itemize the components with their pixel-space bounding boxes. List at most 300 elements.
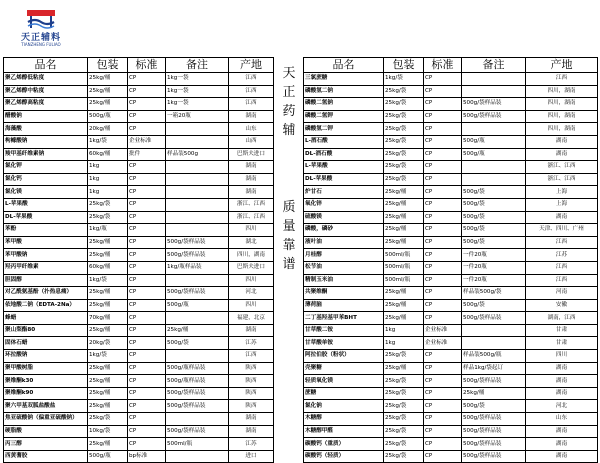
cell-name: 固体石蜡: [4, 337, 88, 350]
cell-pack: 25kg/桶: [384, 312, 424, 325]
table-row: [304, 387, 598, 400]
logo-brand-english: TIANZHENG FULIAO: [21, 42, 61, 47]
cell-pack: 25kg/桶: [384, 211, 424, 224]
header-std: 标准: [128, 58, 166, 73]
cell-origin: 上海: [526, 186, 598, 199]
cell-pack: 25kg/袋: [384, 387, 424, 400]
cell-note: [166, 413, 229, 426]
slogan-char: 正: [282, 85, 296, 100]
cell-origin: 江西: [526, 73, 598, 86]
cell-origin: 河南: [526, 287, 598, 300]
cell-name: 聚六甲基双胍盐酸盐: [4, 400, 88, 413]
table-row: [304, 261, 598, 274]
cell-std: CP: [128, 324, 166, 337]
cell-note: 500g/袋样品装: [462, 413, 526, 426]
table-row: [4, 85, 274, 98]
cell-pack: 1kg/袋: [88, 274, 128, 287]
table-row: [304, 287, 598, 300]
cell-pack: 25kg/桶: [384, 198, 424, 211]
cell-name: L-苹果酸: [304, 161, 384, 174]
cell-origin: 上海: [526, 198, 598, 211]
cell-pack: 500ml/瓶: [384, 249, 424, 262]
cell-origin: 陕西: [229, 400, 274, 413]
cell-origin: 江西: [229, 73, 274, 86]
cell-origin: 江苏: [526, 249, 598, 262]
cell-origin: 陕西: [229, 362, 274, 375]
cell-note: 500g/袋: [462, 198, 526, 211]
cell-origin: 四川，湖南: [526, 98, 598, 111]
cell-std: CP: [128, 387, 166, 400]
cell-pack: 25kg/桶: [88, 362, 128, 375]
cell-note: [462, 123, 526, 136]
cell-std: CP: [424, 362, 462, 375]
cell-name: 硫酸镁: [304, 211, 384, 224]
cell-note: 500g/袋样品装: [462, 425, 526, 438]
cell-origin: 湖南: [526, 211, 598, 224]
cell-std: CP: [424, 73, 462, 86]
cell-pack: 60kg/桶: [88, 261, 128, 274]
cell-note: [166, 224, 229, 237]
cell-pack: 25kg/桶: [384, 287, 424, 300]
logo-brand-text: 天正辅料: [20, 33, 61, 43]
cell-name: 枸橼酸钠: [4, 135, 88, 148]
cell-name: 氯化钠: [304, 400, 384, 413]
cell-note: 样品装500g/瓶: [462, 350, 526, 363]
cell-origin: 陕西: [229, 375, 274, 388]
table-row: [4, 148, 274, 161]
table-row: [4, 413, 274, 426]
cell-name: 羟丙甲纤维素: [4, 261, 88, 274]
cell-name: 磷酸氢二钠: [304, 85, 384, 98]
cell-name: 硬脂酸: [4, 425, 88, 438]
cell-name: 苯甲酸钠: [4, 249, 88, 262]
cell-std: CP: [424, 261, 462, 274]
cell-origin: 湖南: [229, 173, 274, 186]
cell-origin: 安徽: [526, 299, 598, 312]
company-logo: [3, 8, 79, 52]
cell-name: 西黄蓍胶: [4, 450, 88, 463]
cell-std: CP: [424, 249, 462, 262]
cell-note: [166, 274, 229, 287]
cell-std: CP: [424, 173, 462, 186]
table-row: [4, 224, 274, 237]
cell-origin: 江苏: [229, 337, 274, 350]
table-row: [4, 274, 274, 287]
cell-note: 500g/袋样品装: [462, 450, 526, 463]
cell-origin: 湖南: [526, 438, 598, 451]
cell-std: CP: [128, 73, 166, 86]
cell-std: bp标准: [128, 450, 166, 463]
table-row: [304, 425, 598, 438]
cell-origin: 浙江、江西: [229, 211, 274, 224]
cell-pack: 25kg/袋: [88, 198, 128, 211]
cell-std: CP: [128, 413, 166, 426]
cell-origin: 浙江、江西: [229, 198, 274, 211]
cell-name: 苯甲酸: [4, 236, 88, 249]
cell-name: 聚维酮k90: [4, 387, 88, 400]
cell-std: CP: [424, 98, 462, 111]
cell-origin: 江西: [229, 85, 274, 98]
cell-pack: 25kg/袋: [384, 375, 424, 388]
cell-note: 样品装500g/袋: [462, 287, 526, 300]
cell-std: CP: [128, 312, 166, 325]
cell-note: 500g/瓶: [462, 148, 526, 161]
cell-pack: 10kg/袋: [88, 425, 128, 438]
cell-origin: 湖南: [229, 161, 274, 174]
cell-name: 丙三醇: [4, 438, 88, 451]
cell-pack: 1kg/袋: [384, 73, 424, 86]
cell-origin: 江西: [229, 98, 274, 111]
cell-name: 炉甘石: [304, 186, 384, 199]
cell-std: CP: [128, 249, 166, 262]
left-table-header-row: [4, 58, 274, 73]
cell-name: 三氯蔗糖: [304, 73, 384, 86]
cell-pack: 25kg/桶: [88, 85, 128, 98]
table-row: [304, 186, 598, 199]
cell-note: 500g/瓶: [166, 299, 229, 312]
cell-pack: 1kg: [384, 337, 424, 350]
cell-note: [462, 324, 526, 337]
table-row: [304, 438, 598, 451]
cell-pack: 500g/瓶: [88, 110, 128, 123]
cell-pack: 25kg/袋: [384, 173, 424, 186]
header-name: 品名: [304, 58, 384, 73]
cell-name: L-苹果酸: [4, 198, 88, 211]
cell-note: [166, 350, 229, 363]
cell-pack: 25kg/桶: [88, 438, 128, 451]
table-row: [304, 211, 598, 224]
cell-std: CP: [128, 299, 166, 312]
table-row: [304, 324, 598, 337]
cell-pack: 25kg/袋: [384, 438, 424, 451]
cell-note: 500g/袋: [462, 236, 526, 249]
cell-origin: 湖北: [229, 236, 274, 249]
cell-pack: 25kg/桶: [88, 387, 128, 400]
cell-origin: 湖南: [229, 110, 274, 123]
cell-std: CP: [128, 261, 166, 274]
cell-std: CP: [128, 287, 166, 300]
cell-origin: 湖南: [526, 425, 598, 438]
table-row: [304, 135, 598, 148]
header-note: 备注: [166, 58, 229, 73]
table-row: [4, 135, 274, 148]
cell-name: 磷酸，磷砂: [304, 224, 384, 237]
table-row: [4, 337, 274, 350]
cell-pack: 25kg/桶: [88, 236, 128, 249]
table-row: [304, 123, 598, 136]
cell-pack: 25kg/袋: [384, 85, 424, 98]
cell-origin: 四川，湖南: [526, 123, 598, 136]
cell-origin: 河北: [526, 400, 598, 413]
cell-note: 1kg一袋: [166, 73, 229, 86]
cell-pack: 25kg/袋: [384, 425, 424, 438]
table-row: [304, 400, 598, 413]
cell-pack: 500ml/瓶: [384, 261, 424, 274]
cell-std: CP: [128, 350, 166, 363]
right-table-header-row: [304, 58, 598, 73]
cell-origin: 四川: [526, 350, 598, 363]
cell-std: CP: [128, 161, 166, 174]
header-name: 品名: [4, 58, 88, 73]
table-row: [304, 249, 598, 262]
table-row: [304, 173, 598, 186]
cell-std: CP: [424, 198, 462, 211]
cell-pack: 25kg/袋: [88, 211, 128, 224]
cell-std: CP: [128, 274, 166, 287]
table-row: [4, 387, 274, 400]
cell-pack: 20kg/桶: [88, 123, 128, 136]
cell-origin: 山东: [229, 123, 274, 136]
cell-name: DL-酒石酸: [304, 148, 384, 161]
cell-std: CP: [128, 85, 166, 98]
cell-pack: 20kg/袋: [88, 337, 128, 350]
cell-name: 聚乙烯醇低粘度: [4, 73, 88, 86]
cell-std: CP: [128, 123, 166, 136]
cell-note: 500g/袋样品装: [462, 375, 526, 388]
cell-note: 500g/袋样品装: [462, 110, 526, 123]
cell-name: 依地酸二钠（EDTA-2Na）: [4, 299, 88, 312]
cell-origin: 四川，湖南: [526, 110, 598, 123]
cell-std: CP: [128, 98, 166, 111]
cell-std: 批件: [128, 148, 166, 161]
cell-origin: 巴斯夫进口: [229, 261, 274, 274]
cell-note: 500g/袋样品装: [462, 98, 526, 111]
cell-name: 碳酸钙（重质）: [304, 438, 384, 451]
cell-note: [462, 173, 526, 186]
cell-note: [462, 85, 526, 98]
table-row: [304, 236, 598, 249]
cell-pack: 25kg/袋: [384, 350, 424, 363]
cell-origin: 江西: [229, 350, 274, 363]
cell-name: 液叶油: [304, 236, 384, 249]
cell-note: 一件20瓶: [462, 274, 526, 287]
table-row: [304, 312, 598, 325]
cell-note: 一件20瓶: [462, 249, 526, 262]
slogan-char: 靠: [282, 238, 296, 253]
cell-std: CP: [424, 350, 462, 363]
table-row: [304, 375, 598, 388]
cell-origin: 陕西: [229, 387, 274, 400]
cell-pack: 500ml/瓶: [384, 274, 424, 287]
cell-std: CP: [424, 211, 462, 224]
cell-note: [166, 312, 229, 325]
cell-std: CP: [424, 400, 462, 413]
cell-std: CP: [128, 173, 166, 186]
header-origin: 产地: [526, 58, 598, 73]
cell-origin: 四川，湖南: [526, 85, 598, 98]
table-row: [4, 362, 274, 375]
table-row: [304, 299, 598, 312]
slogan-char: 质: [282, 200, 296, 215]
cell-name: 轻质氧化镁: [304, 375, 384, 388]
cell-note: 一件20瓶: [462, 261, 526, 274]
cell-origin: 江西: [526, 274, 598, 287]
cell-std: 企业标准: [424, 337, 462, 350]
table-row: [304, 85, 598, 98]
cell-pack: 1kg/瓶: [88, 224, 128, 237]
cell-std: CP: [128, 400, 166, 413]
cell-name: 二丁基羟基甲苯BHT: [304, 312, 384, 325]
cell-pack: 25kg/袋: [384, 413, 424, 426]
cell-note: 样品1kg/袋起订: [462, 362, 526, 375]
cell-std: CP: [424, 274, 462, 287]
cell-std: CP: [424, 413, 462, 426]
cell-origin: 巴斯夫进口: [229, 148, 274, 161]
cell-name: 磷酸氢二钾: [304, 123, 384, 136]
table-row: [304, 337, 598, 350]
table-row: [304, 161, 598, 174]
cell-name: 壳聚糖: [304, 362, 384, 375]
table-row: [4, 161, 274, 174]
cell-origin: 天津、四川、广州: [526, 224, 598, 237]
cell-name: 聚甲酸树脂: [4, 362, 88, 375]
cell-name: 羧甲基纤维素钠: [4, 148, 88, 161]
cell-name: 碳酸钙（轻质）: [304, 450, 384, 463]
cell-note: [166, 186, 229, 199]
header-pack: 包装: [88, 58, 128, 73]
cell-pack: 25kg/桶: [384, 186, 424, 199]
table-row: [304, 413, 598, 426]
cell-std: CP: [128, 337, 166, 350]
cell-pack: 25kg/桶: [384, 362, 424, 375]
cell-origin: 进口: [229, 450, 274, 463]
table-row: [4, 287, 274, 300]
cell-pack: 25kg/袋: [384, 148, 424, 161]
cell-note: 500g/瓶: [462, 135, 526, 148]
cell-name: 月桂醇: [304, 249, 384, 262]
table-row: [4, 110, 274, 123]
cell-note: 500g/袋: [462, 224, 526, 237]
table-row: [4, 425, 274, 438]
table-row: [304, 350, 598, 363]
cell-note: 500g/袋: [462, 400, 526, 413]
cell-note: 500g/瓶样品装: [166, 362, 229, 375]
cell-pack: 500g/瓶: [88, 450, 128, 463]
cell-pack: 25kg/桶: [384, 224, 424, 237]
cell-std: CP: [424, 85, 462, 98]
cell-name: 甘草酸二铵: [304, 324, 384, 337]
cell-note: 500g/袋样品装: [166, 387, 229, 400]
cell-origin: 湖南: [526, 387, 598, 400]
cell-name: 氯化钾: [4, 161, 88, 174]
cell-pack: 25kg/袋: [384, 450, 424, 463]
cell-origin: 湖南: [229, 186, 274, 199]
cell-note: 一箱20瓶: [166, 110, 229, 123]
cell-origin: 湖南: [526, 375, 598, 388]
cell-std: CP: [424, 148, 462, 161]
cell-note: 500g/袋样品装: [462, 312, 526, 325]
cell-name: 木糖醇: [304, 413, 384, 426]
cell-note: 500g/袋样品装: [166, 400, 229, 413]
cell-origin: 山西: [229, 135, 274, 148]
table-row: [4, 400, 274, 413]
cell-std: CP: [128, 110, 166, 123]
cell-note: 25kg/桶: [462, 387, 526, 400]
cell-origin: 四川，湖南: [229, 249, 274, 262]
table-row: [4, 236, 274, 249]
cell-name: 木糖醇甲醛: [304, 425, 384, 438]
table-row: [4, 73, 274, 86]
slogan-char: 量: [282, 219, 296, 234]
cell-note: 500g/袋: [462, 211, 526, 224]
cell-note: 1kg/瓶样品装: [166, 261, 229, 274]
cell-std: CP: [424, 161, 462, 174]
cell-pack: 70kg/桶: [88, 312, 128, 325]
cell-note: [166, 211, 229, 224]
cell-note: [166, 173, 229, 186]
cell-origin: 甘肃: [526, 337, 598, 350]
cell-pack: 25kg/桶: [88, 324, 128, 337]
cell-origin: 江西: [526, 236, 598, 249]
cell-name: 胆固醇: [4, 274, 88, 287]
table-row: [304, 450, 598, 463]
cell-pack: 25kg/桶: [384, 299, 424, 312]
cell-pack: 25kg/袋: [88, 413, 128, 426]
cell-std: CP: [424, 110, 462, 123]
cell-pack: 25kg/袋: [384, 135, 424, 148]
cell-name: 蜂蜡: [4, 312, 88, 325]
cell-pack: 60kg/桶: [88, 148, 128, 161]
logo-icon: [25, 8, 57, 30]
cell-name: 聚山梨酯80: [4, 324, 88, 337]
cell-std: CP: [128, 186, 166, 199]
cell-note: [462, 337, 526, 350]
cell-std: CP: [424, 236, 462, 249]
table-row: [4, 324, 274, 337]
cell-origin: 福建，北京: [229, 312, 274, 325]
cell-pack: 25kg/桶: [88, 375, 128, 388]
cell-note: 500g/瓶样品装: [166, 375, 229, 388]
table-row: [4, 186, 274, 199]
cell-note: [166, 450, 229, 463]
cell-origin: 四川: [229, 224, 274, 237]
cell-origin: 湖南: [229, 324, 274, 337]
cell-name: 苯酚: [4, 224, 88, 237]
table-row: [304, 110, 598, 123]
cell-origin: 河北: [229, 287, 274, 300]
cell-pack: 1kg/袋: [88, 350, 128, 363]
cell-pack: 25kg/袋: [384, 110, 424, 123]
cell-origin: 湖南: [229, 425, 274, 438]
cell-origin: 浙江、江西: [526, 173, 598, 186]
cell-std: CP: [128, 198, 166, 211]
cell-name: 磷酸二氢钾: [304, 110, 384, 123]
header-origin: 产地: [229, 58, 274, 73]
table-row: [304, 98, 598, 111]
cell-origin: 四川: [229, 274, 274, 287]
table-row: [4, 375, 274, 388]
cell-note: [166, 123, 229, 136]
cell-pack: 1kg: [384, 324, 424, 337]
cell-std: CP: [128, 425, 166, 438]
cell-origin: 甘肃: [526, 324, 598, 337]
cell-note: 500g/袋样品装: [462, 438, 526, 451]
cell-origin: 湖南，江西: [526, 312, 598, 325]
cell-name: 阿拉伯胶（粉状）: [304, 350, 384, 363]
cell-pack: 25kg/桶: [88, 287, 128, 300]
table-row: [304, 274, 598, 287]
cell-std: CP: [424, 123, 462, 136]
cell-std: CP: [424, 224, 462, 237]
cell-origin: 四川: [229, 299, 274, 312]
cell-origin: 山东: [526, 413, 598, 426]
cell-pack: 25kg/桶: [88, 98, 128, 111]
cell-std: CP: [424, 299, 462, 312]
cell-std: 企业标准: [424, 324, 462, 337]
cell-name: 甘草酸单铵: [304, 337, 384, 350]
slogan-char: 谱: [282, 257, 296, 272]
cell-name: L-酒石酸: [304, 135, 384, 148]
